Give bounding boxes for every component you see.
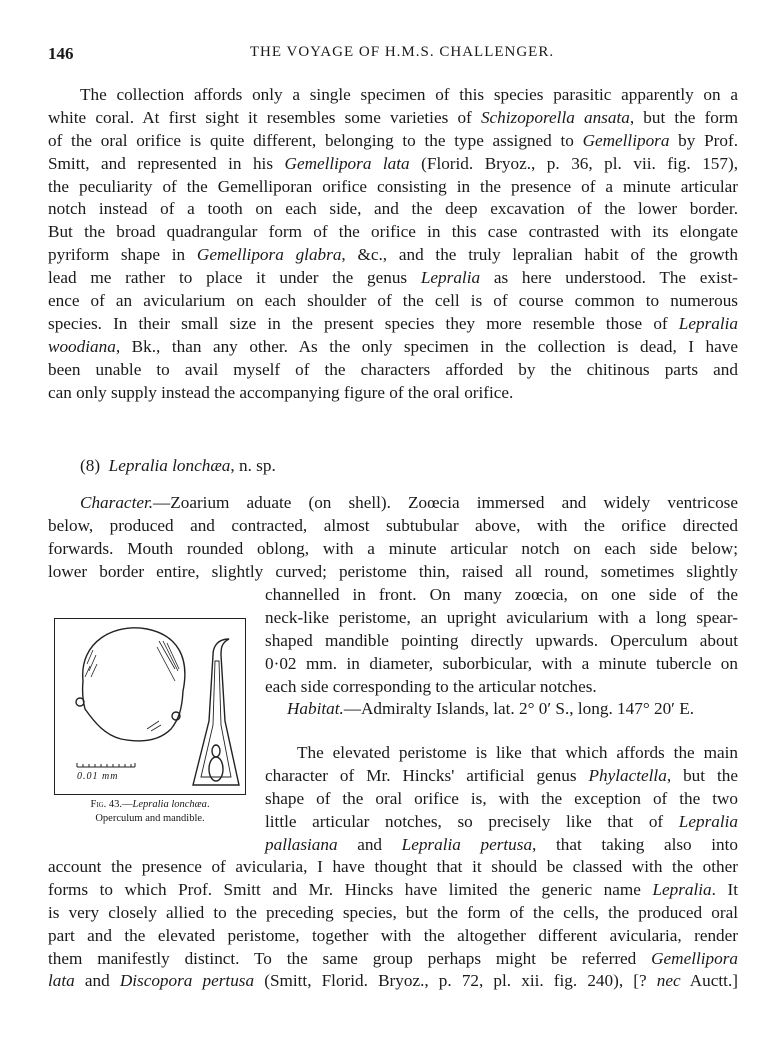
italic-term: Phylactella — [588, 765, 667, 785]
text-line: ence of an avicularium on each shoulder of the cell is of course common to numerous — [48, 291, 738, 311]
caption-species: Lepralia lonchæa — [132, 799, 207, 810]
text-line: been unable to avail myself of the characters afforded by the chitinous parts and — [48, 359, 738, 379]
italic-term: nec — [656, 971, 681, 991]
text-line: of the oral orifice is quite different, belonging to the type assigned to Gemellipora by Prof. — [48, 130, 738, 150]
text-line: below, produced and contracted, almost subtubular above, with the orifice directed — [48, 515, 738, 535]
caption-line-2: Operculum and mandible. — [95, 813, 205, 824]
scale-label: 0.01 mm — [77, 771, 119, 782]
italic-term: Gemellipora — [651, 948, 738, 968]
text-line: pyriform shape in Gemellipora glabra, &c., and the truly lepralian habit of the growth — [48, 245, 739, 265]
species-number: (8) — [80, 456, 101, 475]
caption-line-1: Fig. 43.—Lepralia lonchæa. — [90, 799, 210, 810]
operculum-drawing — [76, 628, 185, 741]
text-line: lead me rather to place it under the genus Lepralia as here understood. The exist- — [48, 268, 738, 288]
italic-term: Discopora pertusa — [119, 971, 255, 991]
scale-bar — [77, 763, 135, 767]
species-heading — [80, 456, 276, 476]
text-line: channelled in front. On many zoœcia, on one side of the — [265, 585, 738, 604]
text-line: forwards. Mouth rounded oblong, with a minute articular notch on each side below; — [48, 538, 738, 558]
italic-term: Gemellipora glabra — [196, 245, 342, 265]
text-line: can only supply instead the accompanying figure of the oral orifice. — [48, 382, 514, 402]
italic-term: Gemellipora — [582, 130, 670, 150]
text-line: 0·02 mm. in diameter, suborbicular, with a minute tubercle on — [265, 653, 738, 673]
text-line: shape of the oral orifice is, with the exception of the two — [265, 788, 738, 808]
text-line: The collection affords only a single specimen of this species parasitic apparently on a — [80, 85, 738, 104]
character-paragraph — [48, 492, 738, 584]
italic-term: Character. — [80, 493, 154, 512]
text-line: neck-like peristome, an upright avicularium with a long spear- — [265, 607, 738, 627]
italic-term: Lepralia — [678, 313, 738, 333]
mandible-inner — [201, 661, 231, 777]
text-line: lower border entire, slightly curved; peristome thin, raised all round, sometimes slightly — [48, 561, 738, 581]
operculum-outline — [83, 628, 185, 741]
italic-term: Lepralia — [652, 879, 712, 899]
species-suffix: , n. sp. — [230, 456, 276, 475]
mandible-oval-upper — [212, 745, 220, 757]
text-line: them manifestly distinct. To the same group perhaps might be referred Gemellipora — [48, 948, 738, 968]
right-hatching — [157, 641, 179, 681]
text-line: little articular notches, so precisely like that of Lepralia — [265, 811, 738, 831]
italic-term: Lepralia pertusa — [401, 834, 533, 854]
italic-term: lata — [48, 971, 75, 991]
italic-term: Lepralia — [678, 811, 738, 831]
text-line: pallasiana and Lepralia pertusa, that taking also into — [265, 834, 738, 854]
left-tubercle — [76, 698, 84, 706]
text-line: account the presence of avicularia, I have thought that it should be classed with the other — [48, 857, 738, 876]
habitat-label: Habitat. — [287, 699, 344, 719]
italic-term: pallasiana — [265, 834, 338, 854]
lower-hatching — [147, 721, 161, 731]
text-line: each side corresponding to the articular notches. — [265, 676, 597, 696]
text-line: shaped mandible pointing directly upwards. Operculum about — [265, 630, 738, 650]
text-line: Character.—Zoarium aduate (on shell). Zoœcia immersed and widely ventricose — [80, 493, 738, 512]
text-line: But the broad quadrangular form of the orifice in this case contrasted with its elongate — [48, 222, 738, 242]
text-line: woodiana, Bk., than any other. As the only specimen in the collection is dead, I have — [48, 336, 738, 356]
italic-term: Lepralia — [420, 268, 481, 288]
habitat-text: —Admiralty Islands, lat. 2° 0′ S., long. 147° 20′ E. — [343, 699, 695, 719]
text-line: species. In their small size in the present species they more resemble those of Lepralia — [48, 313, 738, 333]
text-line: part and the elevated peristome, together with the altogether different avicularia, render — [48, 925, 738, 945]
caption-figure-label: Fig. 43. — [90, 799, 123, 810]
species-name: Lepralia lonchæa — [108, 456, 231, 475]
text-line: character of Mr. Hincks' artificial genus Phylactella, but the — [265, 765, 738, 785]
text-line: forms to which Prof. Smitt and Mr. Hincks have limited the generic name Lepralia. It — [48, 879, 738, 899]
figure-caption — [40, 798, 260, 826]
running-title: THE VOYAGE OF H.M.S. CHALLENGER. — [249, 44, 555, 60]
character-paragraph-continued — [265, 584, 738, 721]
italic-term: Schizoporella ansata — [480, 107, 630, 127]
text-line: Smitt, and represented in his Gemellipora lata (Florid. Bryoz., p. 36, pl. vii. fig. 157), — [48, 153, 738, 173]
italic-term: woodiana — [48, 336, 116, 356]
text-line: notch instead of a tooth on each side, and the deep excavation of the lower border. — [48, 199, 738, 219]
text-line: the peculiarity of the Gemelliporan orifice consisting in the presence of a minute articular — [48, 176, 738, 196]
paragraph-comparison — [265, 742, 738, 856]
text-line: The elevated peristome is like that which affords the main — [297, 743, 738, 762]
text-line: lata and Discopora pertusa (Smitt, Florid. Bryoz., p. 72, pl. xii. fig. 240), [? nec Auctt.] — [48, 971, 738, 991]
running-head — [48, 44, 736, 66]
paragraph-comparison-continued — [48, 856, 738, 993]
mandible-drawing — [193, 639, 239, 785]
figure-43 — [54, 618, 246, 795]
text-line: white coral. At first sight it resembles some varieties of Schizoporella ansata, but the form — [48, 107, 738, 127]
text-line: is very closely allied to the preceding species, but the form of the cells, the produced oral — [48, 902, 738, 922]
page-number: 146 — [48, 44, 74, 63]
habitat-line — [265, 698, 738, 721]
figure-illustration — [55, 619, 245, 794]
paragraph-oral-orifice-discussion — [48, 84, 738, 404]
italic-term: Gemellipora lata — [284, 153, 410, 173]
